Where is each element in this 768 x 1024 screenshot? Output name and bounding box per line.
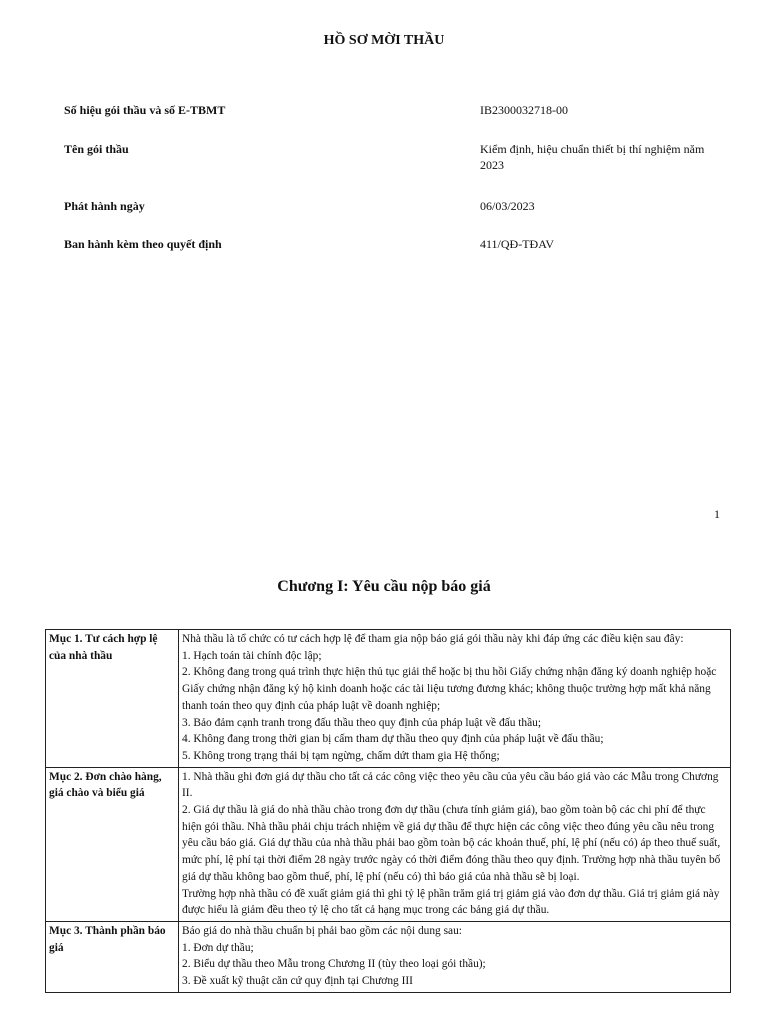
info-label: Tên gói thầu [64,142,129,156]
content-line: 3. Bảo đảm cạnh tranh trong đấu thầu theo quy định của pháp luật về đấu thầu; [182,716,542,729]
content-line: 2. Không đang trong quá trình thực hiện thủ tục giải thể hoặc bị thu hồi Giấy chứng nhận đăng ký doanh nghiệp hoặc Giấy chứng nhận đăng ký hộ kinh doanh hoặc các tài liệu tương đương khác; không thuộc trường hợp mất khả năng thanh toán theo quy định của pháp luật về doanh nghiệp; [182,666,717,712]
content-line: 2. Giá dự thầu là giá do nhà thầu chào trong đơn dự thầu (chưa tính giảm giá), bao gồm toàn bộ các chi phí để thực hiện gói thầu. Nhà thầu phải chịu trách nhiệm về giá dự thầu để thực hiện các công việc theo đúng yêu cầu nêu trong yêu cầu báo giá. Giá dự thầu của nhà thầu phải bao gồm toàn bộ các khoản thuế, phí, lệ phí (nếu có) áp theo thuế suất, mức phí, lệ phí tại thời điểm 28 ngày trước ngày có thời điểm đóng thầu theo quy định. Trường hợp nhà thầu tuyên bố giá dự thầu không bao gồm thuế, phí, lệ phí (nếu có) thì báo giá của nhà thầu sẽ bị loại. [182,804,721,883]
info-label: Số hiệu gói thầu và số E-TBMT [64,103,226,117]
content-line: 3. Đề xuất kỹ thuật căn cứ quy định tại Chương III [182,975,413,988]
section-heading: Mục 2. Đơn chào hàng, giá chào và biểu giá [46,767,179,921]
content-line: Trường hợp nhà thầu có đề xuất giảm giá thì ghi tỷ lệ phần trăm giá trị giảm giá vào đơn dự thầu. Giá trị giảm giá này được hiểu là giảm đều theo tỷ lệ cho tất cả hạng mục trong các bảng giá dự thầu. [182,887,720,917]
content-line: Báo giá do nhà thầu chuẩn bị phải bao gồm các nội dung sau: [182,924,462,937]
info-label: Ban hành kèm theo quyết định [64,237,222,251]
table-row [46,767,731,921]
content-line: 4. Không đang trong thời gian bị cấm tham dự thầu theo quy định của pháp luật về đấu thầu; [182,733,604,746]
info-value: 06/03/2023 [480,199,535,213]
content-line: 1. Nhà thầu ghi đơn giá dự thầu cho tất cả các công việc theo yêu cầu của yêu cầu báo giá vào các Mẫu trong Chương II. [182,770,719,800]
page-number: 1 [714,507,720,521]
document-title: HỒ SƠ MỜI THẦU [323,33,445,48]
section-content [179,630,731,768]
section-content [179,921,731,992]
section-heading: Mục 3. Thành phần báo giá [46,921,179,992]
section-content [179,767,731,921]
table-row [46,921,731,992]
content-line: 1. Hạch toán tài chính độc lập; [182,649,322,662]
content-line: 2. Biểu dự thầu theo Mẫu trong Chương II (tùy theo loại gói thầu); [182,958,486,971]
section-heading: Mục 1. Tư cách hợp lệ của nhà thầu [46,630,179,768]
info-value: 411/QĐ-TĐAV [480,237,554,251]
info-value: Kiểm định, hiệu chuẩn thiết bị thí nghiệm năm 2023 [480,142,705,172]
info-value: IB2300032718-00 [480,103,568,117]
requirements-table [45,629,731,993]
chapter-title: Chương I: Yêu cầu nộp báo giá [277,578,491,595]
info-label: Phát hành ngày [64,199,145,213]
content-line: Nhà thầu là tổ chức có tư cách hợp lệ để tham gia nộp báo giá gói thầu này khi đáp ứng các điều kiện sau đây: [182,633,684,645]
table-row [46,630,731,768]
content-line: 5. Không trong trạng thái bị tạm ngừng, chấm dứt tham gia Hệ thống; [182,749,500,762]
content-line: 1. Đơn dự thầu; [182,941,254,954]
